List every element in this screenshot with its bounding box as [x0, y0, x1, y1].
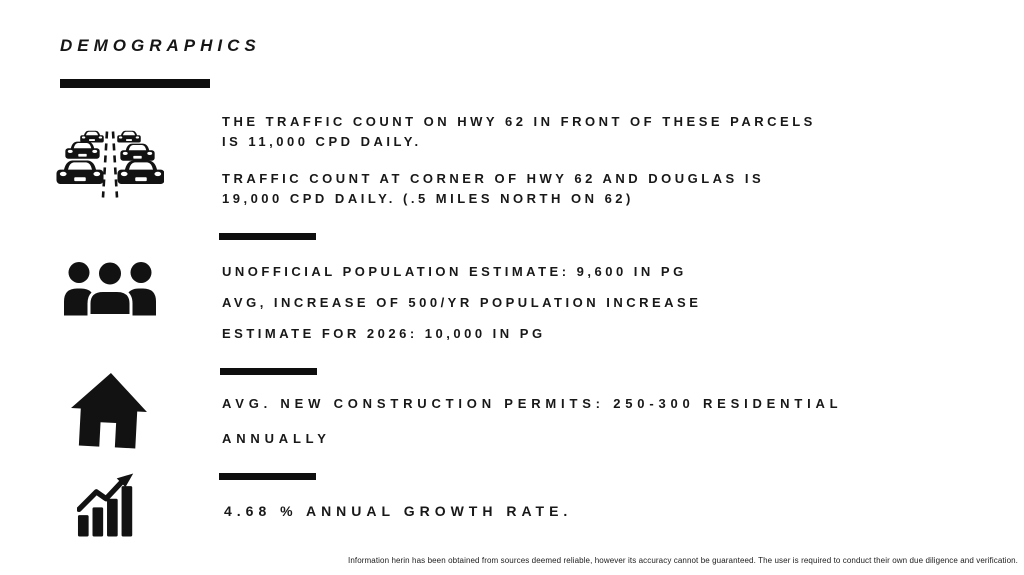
growth-section-text	[224, 500, 572, 522]
disclaimer-text: Information herin has been obtained from sources deemed reliable, however its accuracy cannot be guaranteed. The user is required to conduct their own due diligence and verification.	[348, 556, 1018, 565]
bar-chart-growth-arrow-icon	[77, 472, 139, 537]
population-line: AVG, INCREASE OF 500/YR POPULATION INCREASE	[222, 295, 702, 310]
construction-line: ANNUALLY	[222, 431, 331, 446]
section-divider	[220, 368, 317, 375]
construction-section-text	[222, 386, 842, 456]
traffic-jam-icon	[56, 129, 164, 198]
traffic-line: IS 11,000 CPD DAILY.	[222, 134, 422, 149]
traffic-paragraph-1	[222, 112, 816, 152]
population-line: ESTIMATE FOR 2026: 10,000 IN PG	[222, 326, 546, 341]
traffic-line: TRAFFIC COUNT AT CORNER OF HWY 62 AND DOUGLAS IS	[222, 171, 765, 186]
section-divider	[219, 233, 316, 240]
section-divider	[219, 473, 316, 480]
traffic-section-text	[222, 112, 816, 226]
growth-line: 4.68 % ANNUAL GROWTH RATE.	[224, 503, 573, 519]
traffic-paragraph-2	[222, 169, 816, 209]
page-title: DEMOGRAPHICS	[60, 36, 261, 55]
people-group-icon	[62, 261, 158, 316]
population-line: UNOFFICIAL POPULATION ESTIMATE: 9,600 IN PG	[222, 264, 687, 279]
population-section-text	[222, 256, 701, 349]
traffic-line: 19,000 CPD DAILY. (.5 MILES NORTH ON 62)	[222, 191, 634, 206]
traffic-line: THE TRAFFIC COUNT ON HWY 62 IN FRONT OF THESE PARCELS	[222, 114, 816, 129]
title-underline-bar	[60, 79, 210, 88]
house-icon	[66, 370, 152, 450]
construction-line: AVG. NEW CONSTRUCTION PERMITS: 250-300 RESIDENTIAL	[222, 396, 843, 411]
